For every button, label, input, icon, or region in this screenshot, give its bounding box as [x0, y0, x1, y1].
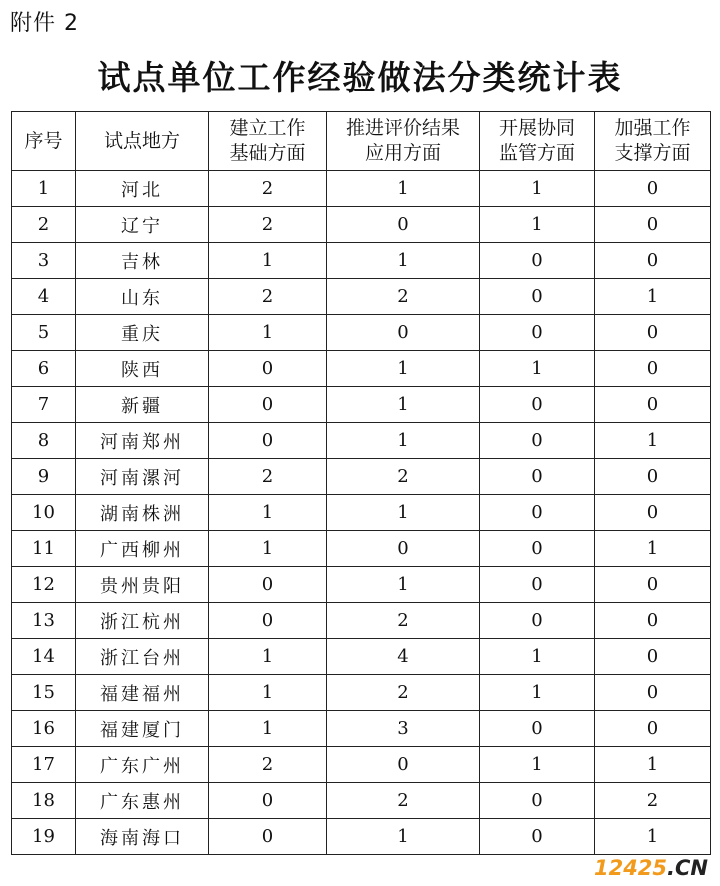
cell-support: 0	[595, 603, 711, 639]
cell-no: 3	[12, 243, 76, 279]
table-row	[12, 315, 711, 351]
cell-no: 5	[12, 315, 76, 351]
cell-support: 0	[595, 315, 711, 351]
site-watermark	[594, 856, 708, 880]
header-text: 开展协同	[498, 117, 575, 139]
cell-application: 1	[327, 495, 480, 531]
watermark-suffix: .CN	[667, 856, 708, 880]
header-text: 建立工作	[229, 117, 306, 139]
cell-foundation: 1	[209, 675, 327, 711]
cell-no: 10	[12, 495, 76, 531]
cell-application: 0	[327, 747, 480, 783]
cell-support: 1	[595, 747, 711, 783]
cell-region: 贵州贵阳	[76, 567, 209, 603]
table-row	[12, 567, 711, 603]
cell-foundation: 2	[209, 171, 327, 207]
cell-support: 0	[595, 351, 711, 387]
cell-application: 2	[327, 459, 480, 495]
table-row	[12, 531, 711, 567]
cell-supervision: 0	[480, 819, 595, 855]
cell-supervision: 1	[480, 747, 595, 783]
table-row	[12, 459, 711, 495]
header-application	[327, 112, 480, 171]
cell-supervision: 1	[480, 171, 595, 207]
cell-supervision: 0	[480, 531, 595, 567]
cell-foundation: 0	[209, 819, 327, 855]
cell-support: 0	[595, 243, 711, 279]
cell-foundation: 0	[209, 567, 327, 603]
table-row	[12, 603, 711, 639]
header-supervision	[480, 112, 595, 171]
table-row	[12, 423, 711, 459]
cell-application: 2	[327, 675, 480, 711]
cell-support: 0	[595, 171, 711, 207]
cell-supervision: 0	[480, 387, 595, 423]
cell-supervision: 0	[480, 459, 595, 495]
cell-region: 浙江杭州	[76, 603, 209, 639]
cell-application: 2	[327, 279, 480, 315]
watermark-text: 12425	[593, 856, 668, 880]
header-region	[76, 112, 209, 171]
cell-application: 2	[327, 603, 480, 639]
table-row	[12, 207, 711, 243]
header-no	[12, 112, 76, 171]
cell-application: 0	[327, 315, 480, 351]
cell-support: 1	[595, 423, 711, 459]
cell-application: 2	[327, 783, 480, 819]
cell-foundation: 0	[209, 783, 327, 819]
cell-application: 1	[327, 171, 480, 207]
cell-no: 9	[12, 459, 76, 495]
cell-region: 湖南株洲	[76, 495, 209, 531]
cell-foundation: 2	[209, 207, 327, 243]
cell-no: 15	[12, 675, 76, 711]
cell-region: 海南海口	[76, 819, 209, 855]
cell-foundation: 1	[209, 531, 327, 567]
cell-region: 新疆	[76, 387, 209, 423]
cell-region: 福建福州	[76, 675, 209, 711]
cell-no: 8	[12, 423, 76, 459]
header-text: 基础方面	[229, 142, 306, 164]
table-row	[12, 783, 711, 819]
cell-supervision: 0	[480, 315, 595, 351]
cell-supervision: 1	[480, 639, 595, 675]
table-row	[12, 639, 711, 675]
cell-application: 1	[327, 423, 480, 459]
table-body	[12, 171, 711, 855]
cell-region: 陕西	[76, 351, 209, 387]
cell-foundation: 2	[209, 747, 327, 783]
cell-no: 6	[12, 351, 76, 387]
cell-foundation: 1	[209, 711, 327, 747]
cell-no: 11	[12, 531, 76, 567]
cell-application: 1	[327, 351, 480, 387]
cell-region: 广东广州	[76, 747, 209, 783]
cell-support: 1	[595, 819, 711, 855]
cell-region: 重庆	[76, 315, 209, 351]
cell-support: 0	[595, 639, 711, 675]
cell-supervision: 0	[480, 783, 595, 819]
cell-application: 4	[327, 639, 480, 675]
cell-application: 1	[327, 819, 480, 855]
statistics-table	[11, 111, 711, 855]
cell-region: 河北	[76, 171, 209, 207]
table-row	[12, 243, 711, 279]
cell-support: 0	[595, 207, 711, 243]
header-text: 应用方面	[364, 142, 441, 164]
cell-foundation: 2	[209, 459, 327, 495]
cell-foundation: 1	[209, 495, 327, 531]
cell-region: 浙江台州	[76, 639, 209, 675]
cell-support: 0	[595, 711, 711, 747]
cell-foundation: 2	[209, 279, 327, 315]
cell-foundation: 0	[209, 387, 327, 423]
cell-foundation: 1	[209, 315, 327, 351]
cell-no: 12	[12, 567, 76, 603]
cell-foundation: 1	[209, 243, 327, 279]
cell-support: 0	[595, 387, 711, 423]
cell-no: 14	[12, 639, 76, 675]
cell-region: 河南漯河	[76, 459, 209, 495]
cell-region: 山东	[76, 279, 209, 315]
cell-support: 0	[595, 459, 711, 495]
table-row	[12, 711, 711, 747]
cell-region: 辽宁	[76, 207, 209, 243]
cell-region: 吉林	[76, 243, 209, 279]
header-text: 加强工作	[614, 117, 691, 139]
cell-foundation: 0	[209, 603, 327, 639]
cell-application: 0	[327, 207, 480, 243]
header-text: 试点地方	[103, 129, 180, 152]
cell-region: 广东惠州	[76, 783, 209, 819]
cell-supervision: 1	[480, 351, 595, 387]
cell-support: 0	[595, 495, 711, 531]
table-row	[12, 279, 711, 315]
cell-support: 1	[595, 531, 711, 567]
cell-no: 1	[12, 171, 76, 207]
header-text: 监管方面	[498, 142, 575, 164]
header-foundation	[209, 112, 327, 171]
cell-supervision: 0	[480, 603, 595, 639]
table-row	[12, 351, 711, 387]
cell-region: 广西柳州	[76, 531, 209, 567]
cell-no: 16	[12, 711, 76, 747]
table-row	[12, 387, 711, 423]
table-header-row	[12, 112, 711, 171]
cell-no: 13	[12, 603, 76, 639]
cell-supervision: 1	[480, 207, 595, 243]
cell-supervision: 0	[480, 711, 595, 747]
cell-application: 1	[327, 567, 480, 603]
cell-supervision: 0	[480, 423, 595, 459]
cell-region: 福建厦门	[76, 711, 209, 747]
cell-no: 18	[12, 783, 76, 819]
cell-support: 1	[595, 279, 711, 315]
cell-application: 0	[327, 531, 480, 567]
cell-region: 河南郑州	[76, 423, 209, 459]
cell-supervision: 0	[480, 243, 595, 279]
cell-no: 7	[12, 387, 76, 423]
header-text: 推进评价结果	[345, 117, 460, 139]
cell-support: 0	[595, 675, 711, 711]
cell-foundation: 0	[209, 351, 327, 387]
table-row	[12, 747, 711, 783]
cell-application: 1	[327, 387, 480, 423]
header-support	[595, 112, 711, 171]
cell-application: 1	[327, 243, 480, 279]
cell-support: 2	[595, 783, 711, 819]
cell-supervision: 0	[480, 495, 595, 531]
table-row	[12, 495, 711, 531]
cell-supervision: 0	[480, 279, 595, 315]
cell-foundation: 1	[209, 639, 327, 675]
cell-no: 17	[12, 747, 76, 783]
cell-application: 3	[327, 711, 480, 747]
table-row	[12, 675, 711, 711]
header-text: 支撑方面	[614, 142, 691, 164]
cell-no: 2	[12, 207, 76, 243]
table-row	[12, 819, 711, 855]
cell-no: 19	[12, 819, 76, 855]
attachment-label: 附件 2	[10, 11, 79, 36]
cell-no: 4	[12, 279, 76, 315]
table-row	[12, 171, 711, 207]
page-title: 试点单位工作经验做法分类统计表	[97, 58, 623, 97]
cell-supervision: 0	[480, 567, 595, 603]
cell-support: 0	[595, 567, 711, 603]
header-text: 序号	[24, 129, 63, 152]
cell-supervision: 1	[480, 675, 595, 711]
cell-foundation: 0	[209, 423, 327, 459]
